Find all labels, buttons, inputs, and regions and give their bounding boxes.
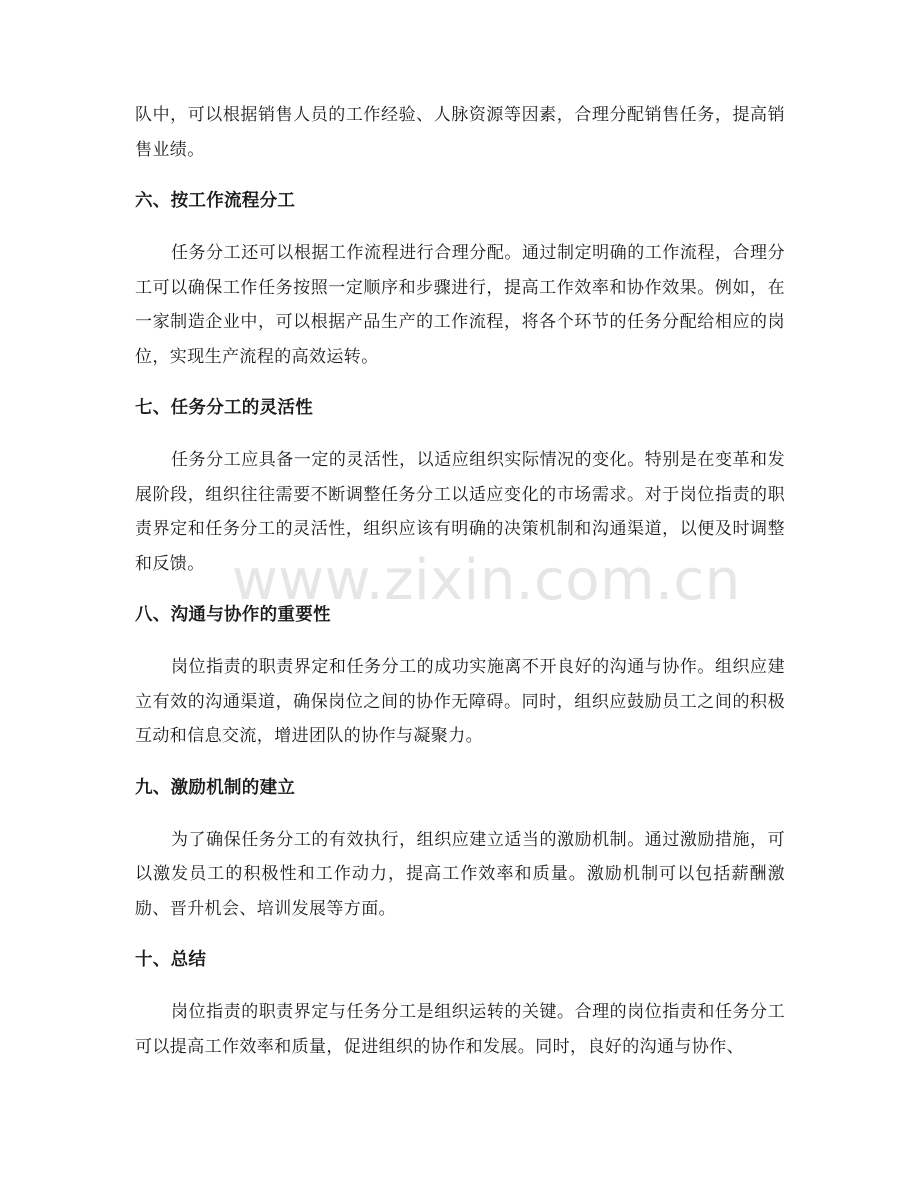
- section-body-8: 岗位指责的职责界定和任务分工的成功实施离不开良好的沟通与协作。组织应建立有效的沟通渠道，确保岗位之间的协作无障碍。同时，组织应鼓励员工之间的积极互动和信息交流，增进团队的协作与凝聚力。: [135, 657, 785, 746]
- section-heading-7: 七、任务分工的灵活性: [135, 398, 313, 418]
- section-body-9: 为了确保任务分工的有效执行，组织应建立适当的激励机制。通过激励措施，可以激发员工的积极性和工作动力，提高工作效率和质量。激励机制可以包括薪酬激励、晋升机会、培训发展等方面。: [135, 829, 785, 919]
- section-body-7: 任务分工应具备一定的灵活性，以适应组织实际情况的变化。特别是在变革和发展阶段，组织往往需要不断调整任务分工以适应变化的市场需求。对于岗位指责的职责界定和任务分工的灵活性，组织应该有明确的决策机制和沟通渠道，以便及时调整和反馈。: [135, 450, 785, 574]
- section-body-6: 任务分工还可以根据工作流程进行合理分配。通过制定明确的工作流程，合理分工可以确保工作任务按照一定顺序和步骤进行，提高工作效率和协作效果。例如，在一家制造企业中，可以根据产品生产的工作流程，将各个环节的任务分配给相应的岗位，实现生产流程的高效运转。: [135, 243, 785, 367]
- section-heading-6: 六、按工作流程分工: [135, 191, 296, 211]
- section-heading-10: 十、总结: [135, 950, 207, 970]
- section-heading-9: 九、激励机制的建立: [135, 777, 296, 798]
- section-body-10: 岗位指责的职责界定与任务分工是组织运转的关键。合理的岗位指责和任务分工可以提高工作效率和质量，促进组织的协作和发展。同时，良好的沟通与协作、: [135, 1002, 785, 1057]
- watermark: www.zixin.com.cn: [232, 548, 741, 613]
- section-heading-8: 八、沟通与协作的重要性: [135, 605, 331, 625]
- document-content: [135, 98, 785, 1064]
- intro-paragraph: 队中，可以根据销售人员的工作经验、人脉资源等因素，合理分配销售任务，提高销售业绩。: [135, 105, 785, 160]
